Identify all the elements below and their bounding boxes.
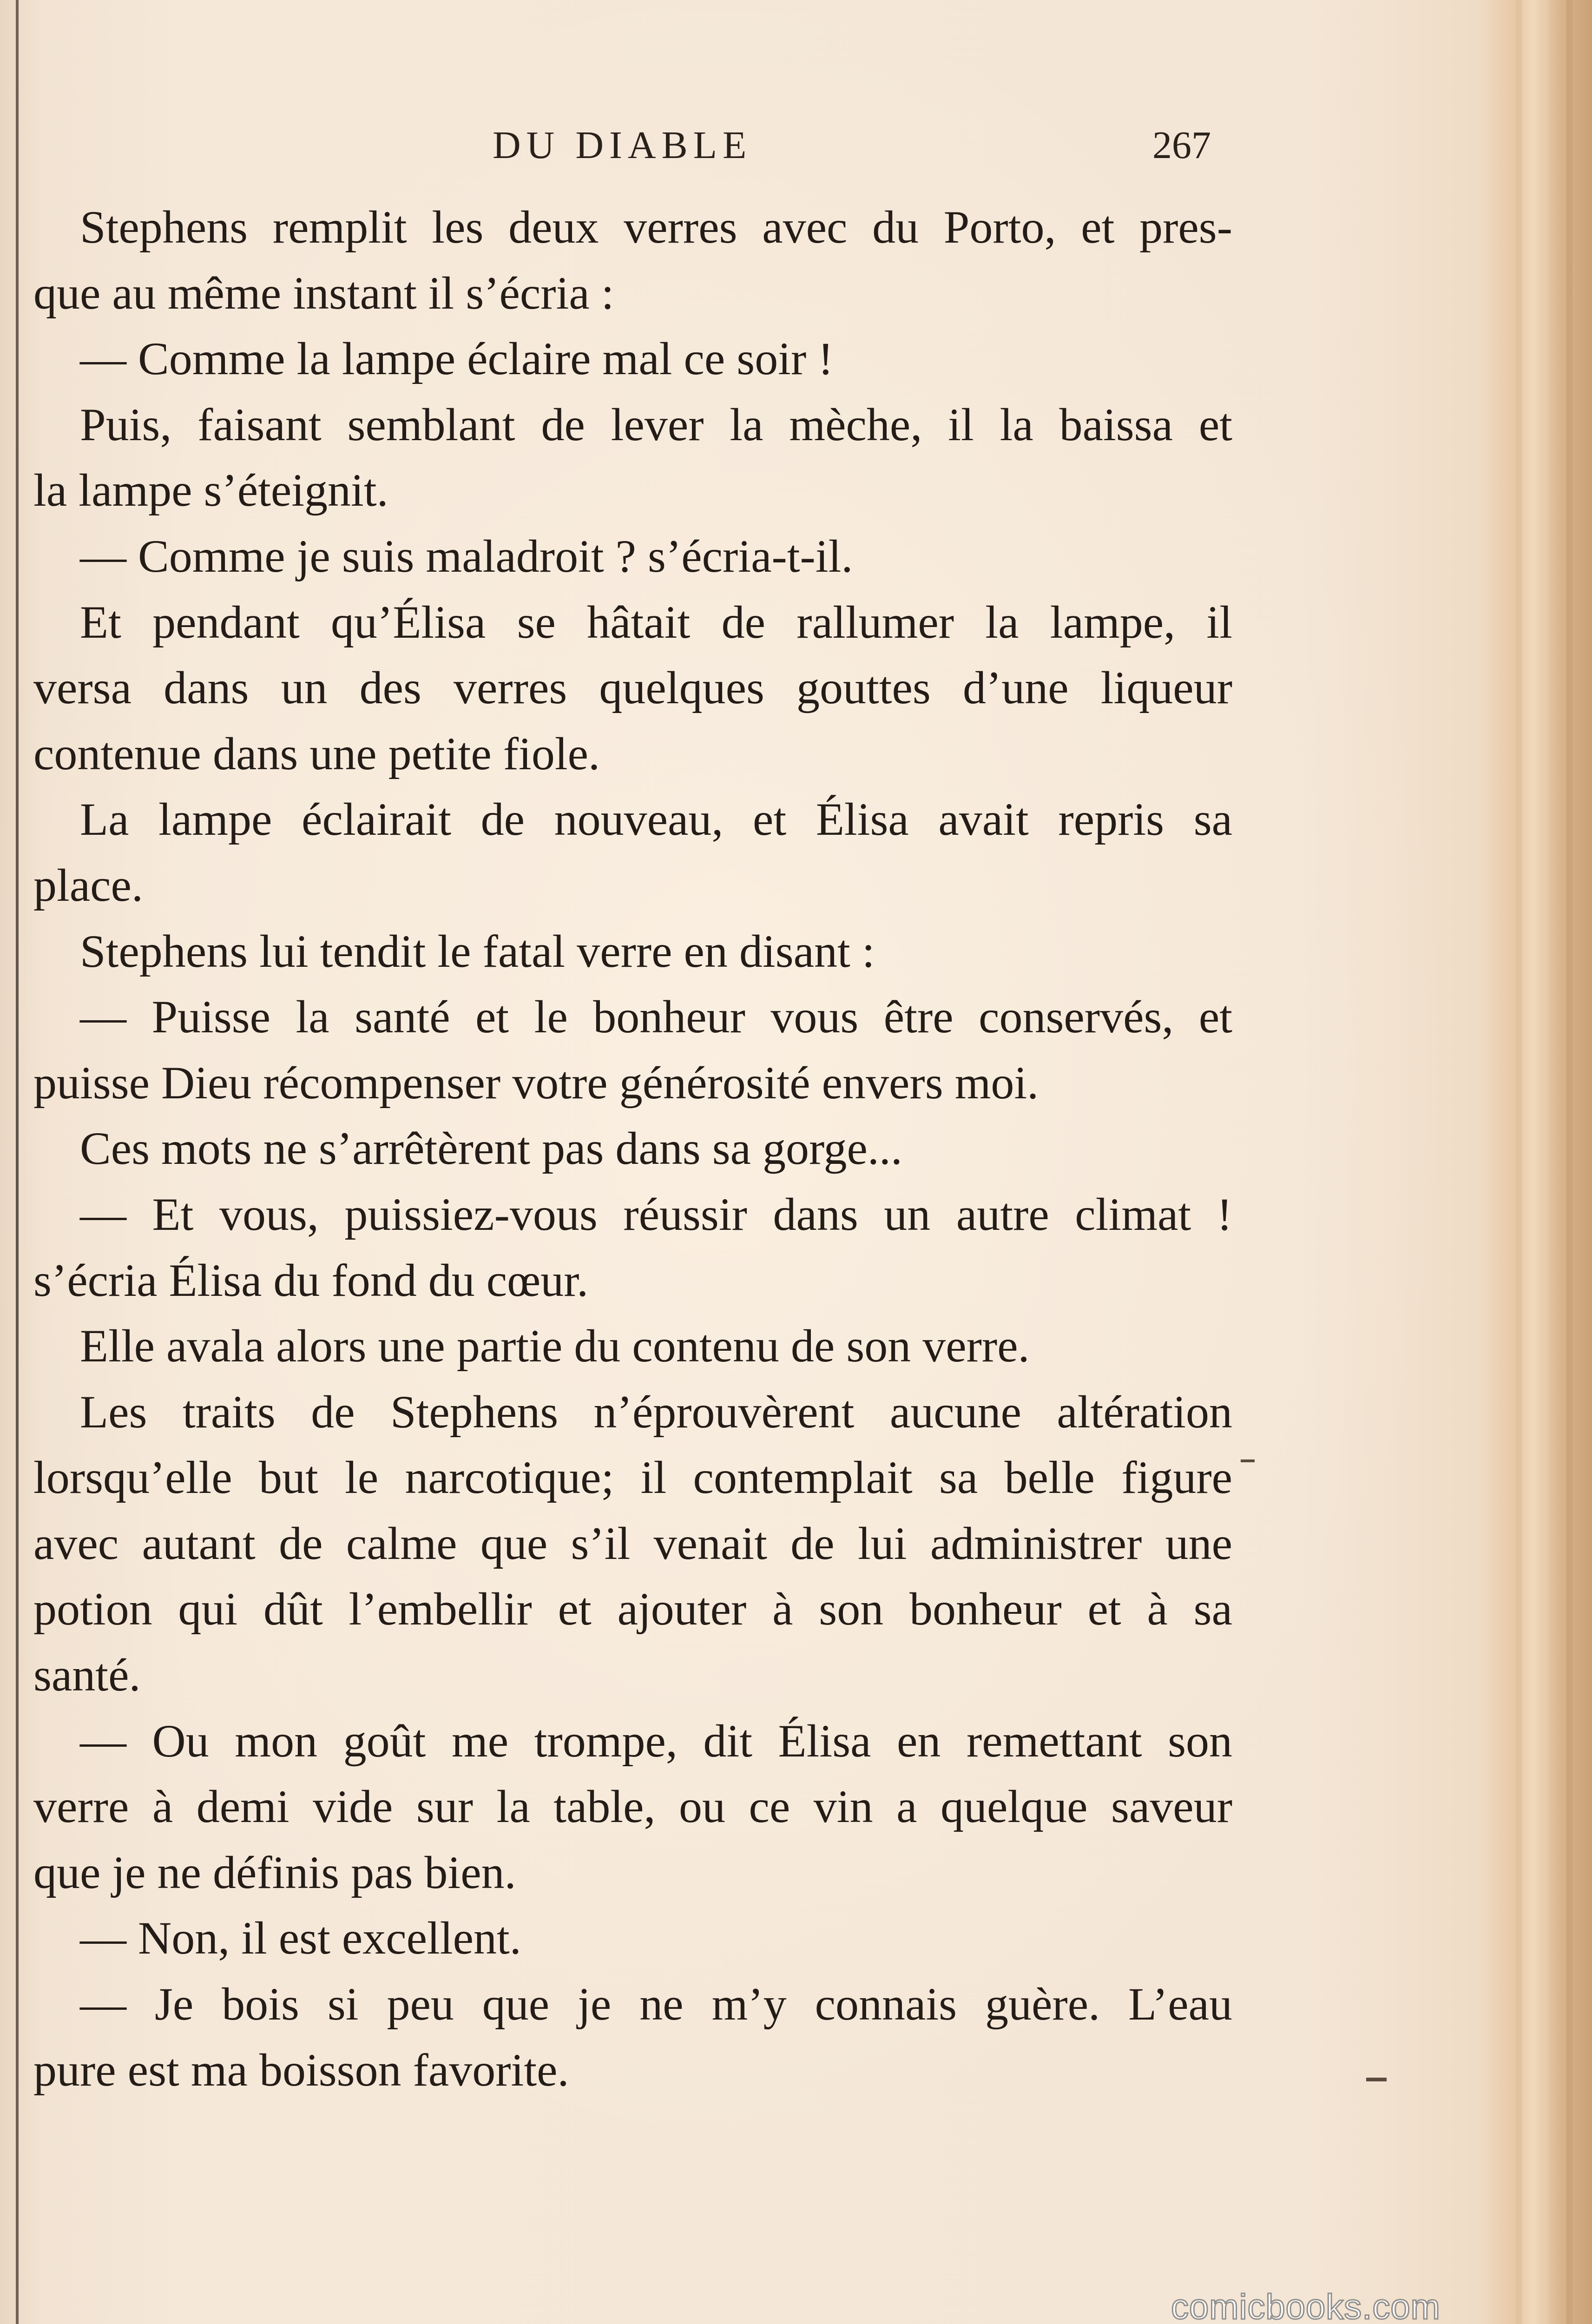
text-line: Les traits de Stephens n’éprouvèrent aucune altération [80, 1386, 1232, 1438]
page-edge [1542, 0, 1548, 2324]
text-line: Stephens remplit les deux verres avec du Porto, et pres- [80, 201, 1232, 253]
binding-edge [16, 0, 19, 2324]
text-line: versa dans un des verres quelques gouttes d’une liqueur [33, 662, 1232, 714]
text-line: Et pendant qu’Élisa se hâtait de rallumer la lampe, il [80, 596, 1232, 648]
text-line: s’écria Élisa du fond du cœur. [33, 1254, 589, 1306]
running-title: DU DIABLE [493, 124, 752, 167]
text-line: — Je bois si peu que je ne m’y connais guère. L’eau [80, 1978, 1232, 2030]
text-line: place. [33, 859, 143, 911]
text-line: Puis, faisant semblant de lever la mèche, il la baissa et [80, 398, 1232, 450]
text-line: — Ou mon goût me trompe, dit Élisa en remettant son [80, 1715, 1232, 1767]
text-line: que je ne définis pas bien. [33, 1846, 516, 1898]
text-line: Elle avala alors une partie du contenu de son verre. [80, 1320, 1030, 1372]
page-edge [1516, 0, 1522, 2324]
running-header [28, 120, 1236, 176]
watermark: comicbooks.com [1171, 2287, 1441, 2324]
text-line: — Et vous, puissiez-vous réussir dans un autre climat ! [80, 1188, 1232, 1240]
text-line: que au même instant il s’écria : [33, 267, 614, 319]
body-text [33, 194, 1232, 2103]
text-line: pure est ma boisson favorite. [33, 2044, 569, 2096]
page-number: 267 [1152, 124, 1211, 167]
text-line: Stephens lui tendit le fatal verre en disant : [80, 925, 875, 977]
text-line: puisse Dieu récompenser votre générosité envers moi. [33, 1056, 1039, 1109]
text-line: contenue dans une petite fiole. [33, 727, 600, 779]
text-line: verre à demi vide sur la table, ou ce vin a quelque saveur [33, 1781, 1232, 1833]
print-speck [1241, 1459, 1255, 1462]
text-line: avec autant de calme que s’il venait de lui administrer une [33, 1517, 1232, 1569]
print-speck [1366, 2078, 1387, 2081]
text-line: Ces mots ne s’arrêtèrent pas dans sa gorge... [80, 1122, 902, 1175]
text-line: lorsqu’elle but le narcotique; il contemplait sa belle figure [33, 1452, 1232, 1504]
text-line: La lampe éclairait de nouveau, et Élisa avait repris sa [80, 793, 1232, 845]
text-line: la lampe s’éteignit. [33, 464, 388, 516]
text-line: santé. [33, 1649, 141, 1701]
text-line: — Puisse la santé et le bonheur vous être conservés, et [80, 991, 1232, 1043]
page-edge [1566, 0, 1572, 2324]
text-line: — Non, il est excellent. [80, 1912, 521, 1964]
text-line: — Comme je suis maladroit ? s’écria-t-il. [80, 530, 853, 582]
text-line: potion qui dût l’embellir et ajouter à son bonheur et à sa [33, 1583, 1232, 1635]
text-line: — Comme la lampe éclaire mal ce soir ! [80, 333, 834, 385]
